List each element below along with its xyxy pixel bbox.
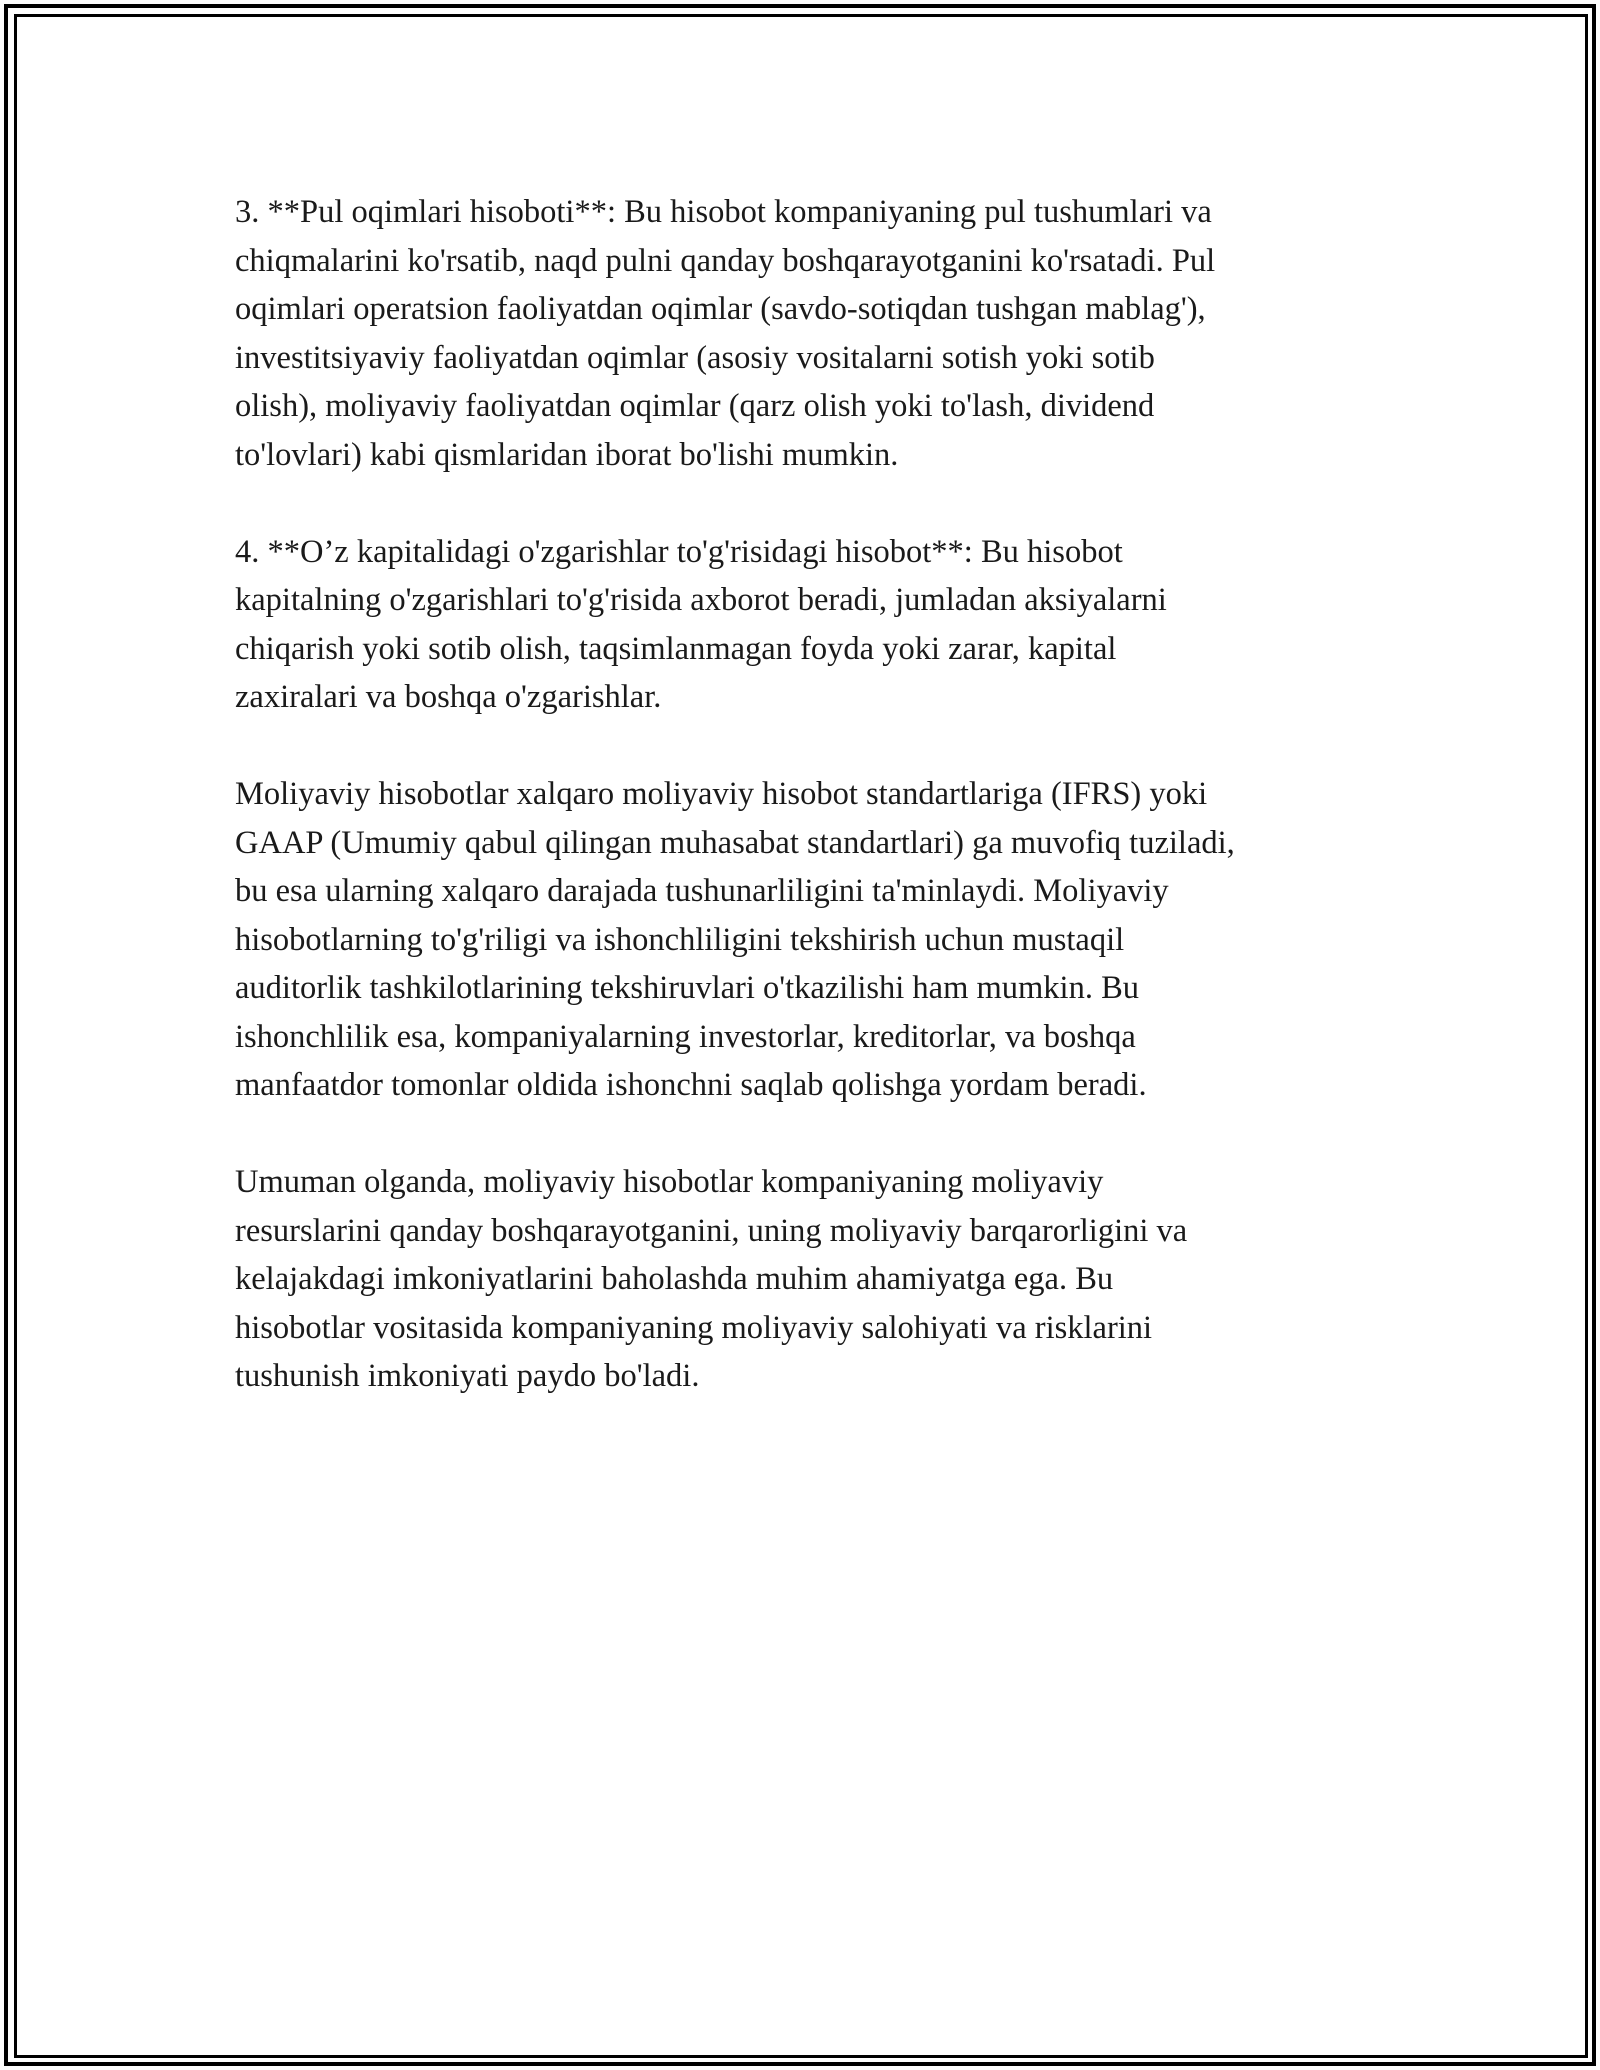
text-line: 4. **O’z kapitalidagi o'zgarishlar to'g'risidagi hisobot**: Bu hisobot <box>235 533 1123 570</box>
text-line: Umuman olganda, moliyaviy hisobotlar kompaniyaning moliyaviy <box>235 1164 1104 1200</box>
paragraph-cash-flow-statement <box>235 188 1375 479</box>
text-line: kelajakdagi imkoniyatlarini baholashda muhim ahamiyatga ega. Bu <box>235 1261 1114 1297</box>
paragraph-conclusion <box>235 1158 1375 1401</box>
text-line: tushunish imkoniyati paydo bo'ladi. <box>235 1358 700 1394</box>
text-line: chiqarish yoki sotib olish, taqsimlanmagan foyda yoki zarar, kapital <box>235 630 1117 667</box>
text-line: olish), moliyaviy faoliyatdan oqimlar (qarz olish yoki to'lash, dividend <box>235 388 1155 424</box>
text-line: chiqmalarini ko'rsatib, naqd pulni qanday boshqarayotganini ko'rsatadi. Pul <box>235 242 1216 279</box>
text-line: zaxiralari va boshqa o'zgarishlar. <box>235 679 662 715</box>
paragraph-equity-changes-statement <box>235 528 1375 722</box>
text-line: Moliyaviy hisobotlar xalqaro moliyaviy hisobot standartlariga (IFRS) yoki <box>235 776 1208 812</box>
text-line: hisobotlar vositasida kompaniyaning moliyaviy salohiyati va risklarini <box>235 1309 1153 1346</box>
text-line: kapitalning o'zgarishlari to'g'risida axborot beradi, jumladan aksiyalarni <box>235 582 1167 618</box>
text-line: investitsiyaviy faoliyatdan oqimlar (asosiy vositalarni sotish yoki sotib <box>235 339 1155 376</box>
text-line: manfaatdor tomonlar oldida ishonchni saqlab qolishga yordam beradi. <box>235 1067 1147 1103</box>
text-line: hisobotlarning to'g'riligi va ishonchliligini tekshirish uchun mustaqil <box>235 921 1125 958</box>
text-line: 3. **Pul oqimlari hisoboti**: Bu hisobot kompaniyaning pul tushumlari va <box>235 194 1212 230</box>
text-line: to'lovlari) kabi qismlaridan iborat bo'lishi mumkin. <box>235 436 899 473</box>
text-line: bu esa ularning xalqaro darajada tushunarliligini ta'minlaydi. Moliyaviy <box>235 873 1169 909</box>
text-line: resurslarini qanday boshqarayotganini, uning moliyaviy barqarorligini va <box>235 1212 1188 1249</box>
text-line: GAAP (Umumiy qabul qilingan muhasabat standartlari) ga muvofiq tuziladi, <box>235 824 1235 861</box>
paragraph-standards <box>235 770 1375 1110</box>
text-line: oqimlari operatsion faoliyatdan oqimlar (savdo-sotiqdan tushgan mablag'), <box>235 291 1206 327</box>
document-body <box>235 188 1375 1449</box>
text-line: ishonchlilik esa, kompaniyalarning investorlar, kreditorlar, va boshqa <box>235 1018 1136 1055</box>
text-line: auditorlik tashkilotlarining tekshiruvlari o'tkazilishi ham mumkin. Bu <box>235 970 1140 1006</box>
